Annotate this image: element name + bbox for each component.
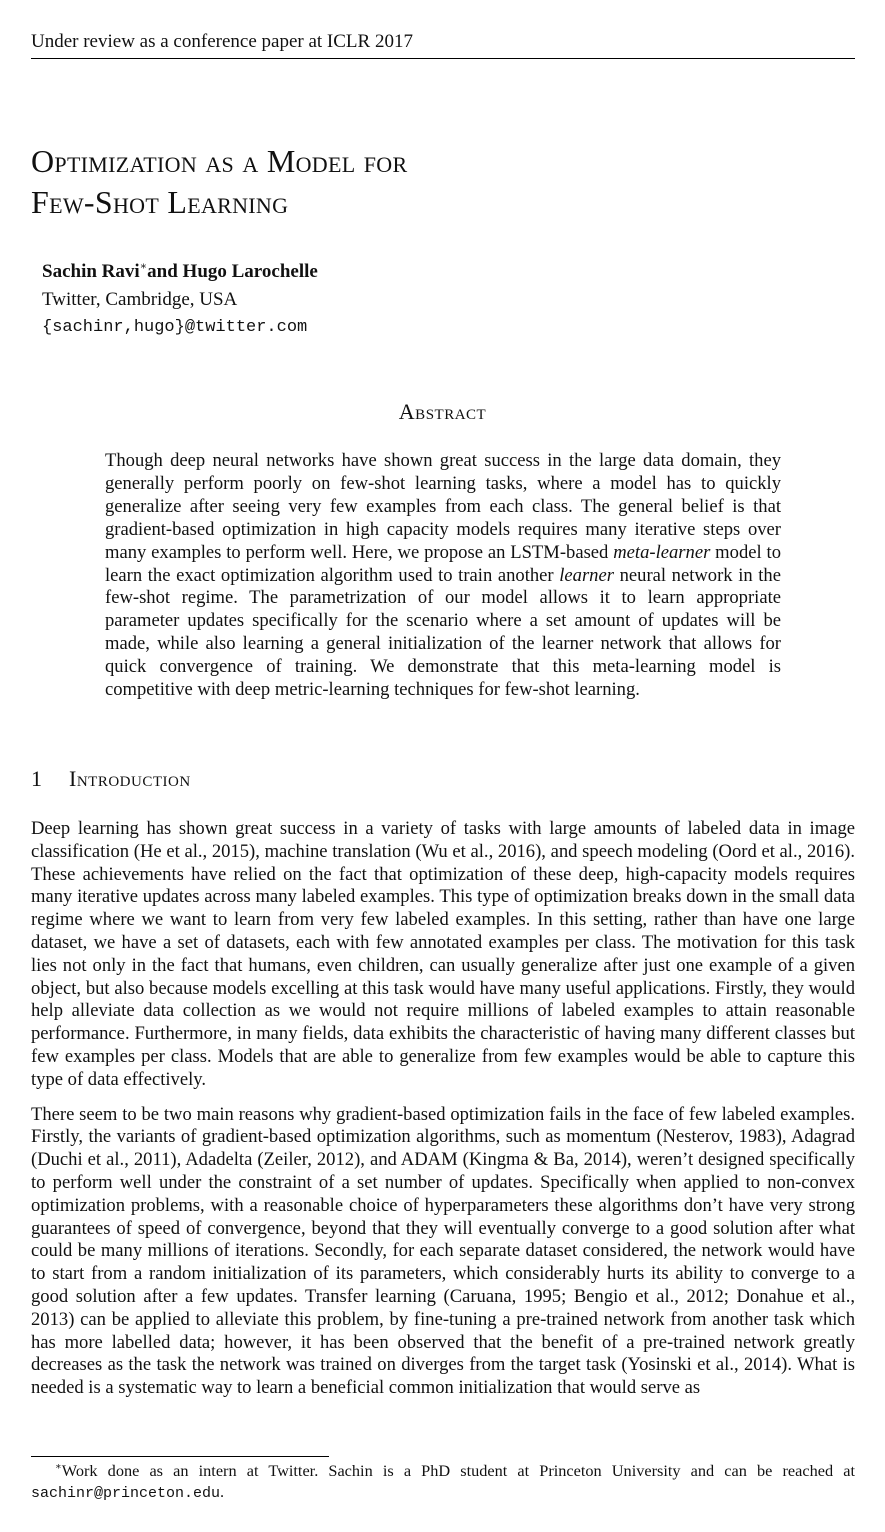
title-line-1: Optimization as a Model for (31, 143, 408, 179)
paper-title (31, 141, 855, 223)
abstract-body (105, 450, 781, 702)
footnote-rule (31, 1456, 329, 1457)
abstract-text-3: neural network in the few-shot regime. The parametrization of our model allows it to learn appropriate parameter updates specifically for the scenario where a set amount of updates will be made, while also learning a general initialization of the learner network that allows for quick convergence of training. We demonstrate that this meta-learning model is competitive with deep metric-learning techniques for few-shot learning. (105, 564, 781, 701)
author-email: {sachinr,hugo}@twitter.com (42, 318, 308, 337)
paragraph-1: Deep learning has shown great success in a variety of tasks with large amounts of labeled data in image classification (He et al., 2015), machine translation (Wu et al., 2016), and speech modeling (Oord et al., 2016). These achievements have relied on the fact that optimization of these deep, high-capacity models requires many iterative updates across many labeled examples. This type of optimization breaks down in the small data regime where we want to learn from very few labeled examples. In this setting, rather than have one large dataset, we have a set of datasets, each with few annotated examples per class. The motivation for this task lies not only in the fact that humans, even children, can usually generalize after just one example of a given object, but also because models excelling at this task would have many useful applications. Firstly, they would help alleviate data collection as we would not require millions of labeled examples to attain reasonable performance. Furthermore, in many fields, data exhibits the characteristic of having many different classes but few examples per class. Models that are able to generalize from few examples would be able to capture this type of data effectively. (31, 818, 855, 1090)
abstract-emphasis-meta-learner: meta-learner (613, 541, 711, 563)
section-title: Introduction (69, 766, 191, 791)
author-names (42, 258, 842, 286)
affiliation: Twitter, Cambridge, USA (42, 289, 238, 310)
footnote-end: . (220, 1482, 225, 1501)
running-head-text: Under review as a conference paper at ICLR 2017 (31, 31, 413, 52)
footnote-text: Work done as an intern at Twitter. Sachin is a PhD student at Princeton University and can be reached at (61, 1461, 855, 1480)
abstract-text-2: model to learn the exact optimization algorithm used to train another (105, 541, 781, 586)
author-block (42, 258, 842, 342)
footnote-email: sachinr@princeton.edu (31, 1485, 221, 1502)
section-body (31, 818, 855, 1412)
footnote-marker: ∗ (55, 1461, 62, 1473)
title-line-2: Few-Shot Learning (31, 184, 289, 220)
author-2: and Hugo Larochelle (147, 261, 318, 282)
paragraph-2: There seem to be two main reasons why gradient-based optimization fails in the face of few labeled examples. Firstly, the variants of gradient-based optimization algorithms, such as momentum (Nesterov, 1983), Adagrad (Duchi et al., 2011), Adadelta (Zeiler, 2012), and ADAM (Kingma & Ba, 2014), weren’t designed specifically to perform well under the constraint of a set number of updates. Specifically when applied to non-convex optimization problems, with a reasonable choice of hyperparameters these algorithms don’t have very strong guarantees of speed of convergence, beyond that they will eventually converge to a good solution after what could be many millions of iterations. Secondly, for each separate dataset considered, the network would have to start from a random initialization of its parameters, which considerably hurts its ability to converge to a good solution after a few updates. Transfer learning (Caruana, 1995; Bengio et al., 2012; Donahue et al., 2013) can be applied to alleviate this problem, by fine-tuning a pre-trained network from another task which has more labelled data; however, it has been observed that the benefit of a pre-trained network greatly decreases as the task the network was trained on diverges from the target task (Yosinski et al., 2014). What is needed is a systematic way to learn a beneficial common initialization that would serve as (31, 1103, 855, 1399)
footnote (31, 1460, 855, 1504)
author-footnote-marker: ∗ (139, 260, 148, 273)
section-heading-introduction (31, 765, 855, 793)
abstract-emphasis-learner: learner (559, 564, 614, 586)
abstract-text-1: Though deep neural networks have shown great success in the large data domain, they generally perform poorly on few-shot learning tasks, where a model has to quickly generalize after seeing very few examples from each class. The general belief is that gradient-based optimization in high capacity models requires many iterative steps over many examples to perform well. Here, we propose an LSTM-based (105, 450, 781, 563)
author-1: Sachin Ravi (42, 261, 140, 282)
running-header (31, 30, 855, 59)
abstract-heading: Abstract (398, 399, 487, 424)
section-number: 1 (31, 766, 43, 791)
